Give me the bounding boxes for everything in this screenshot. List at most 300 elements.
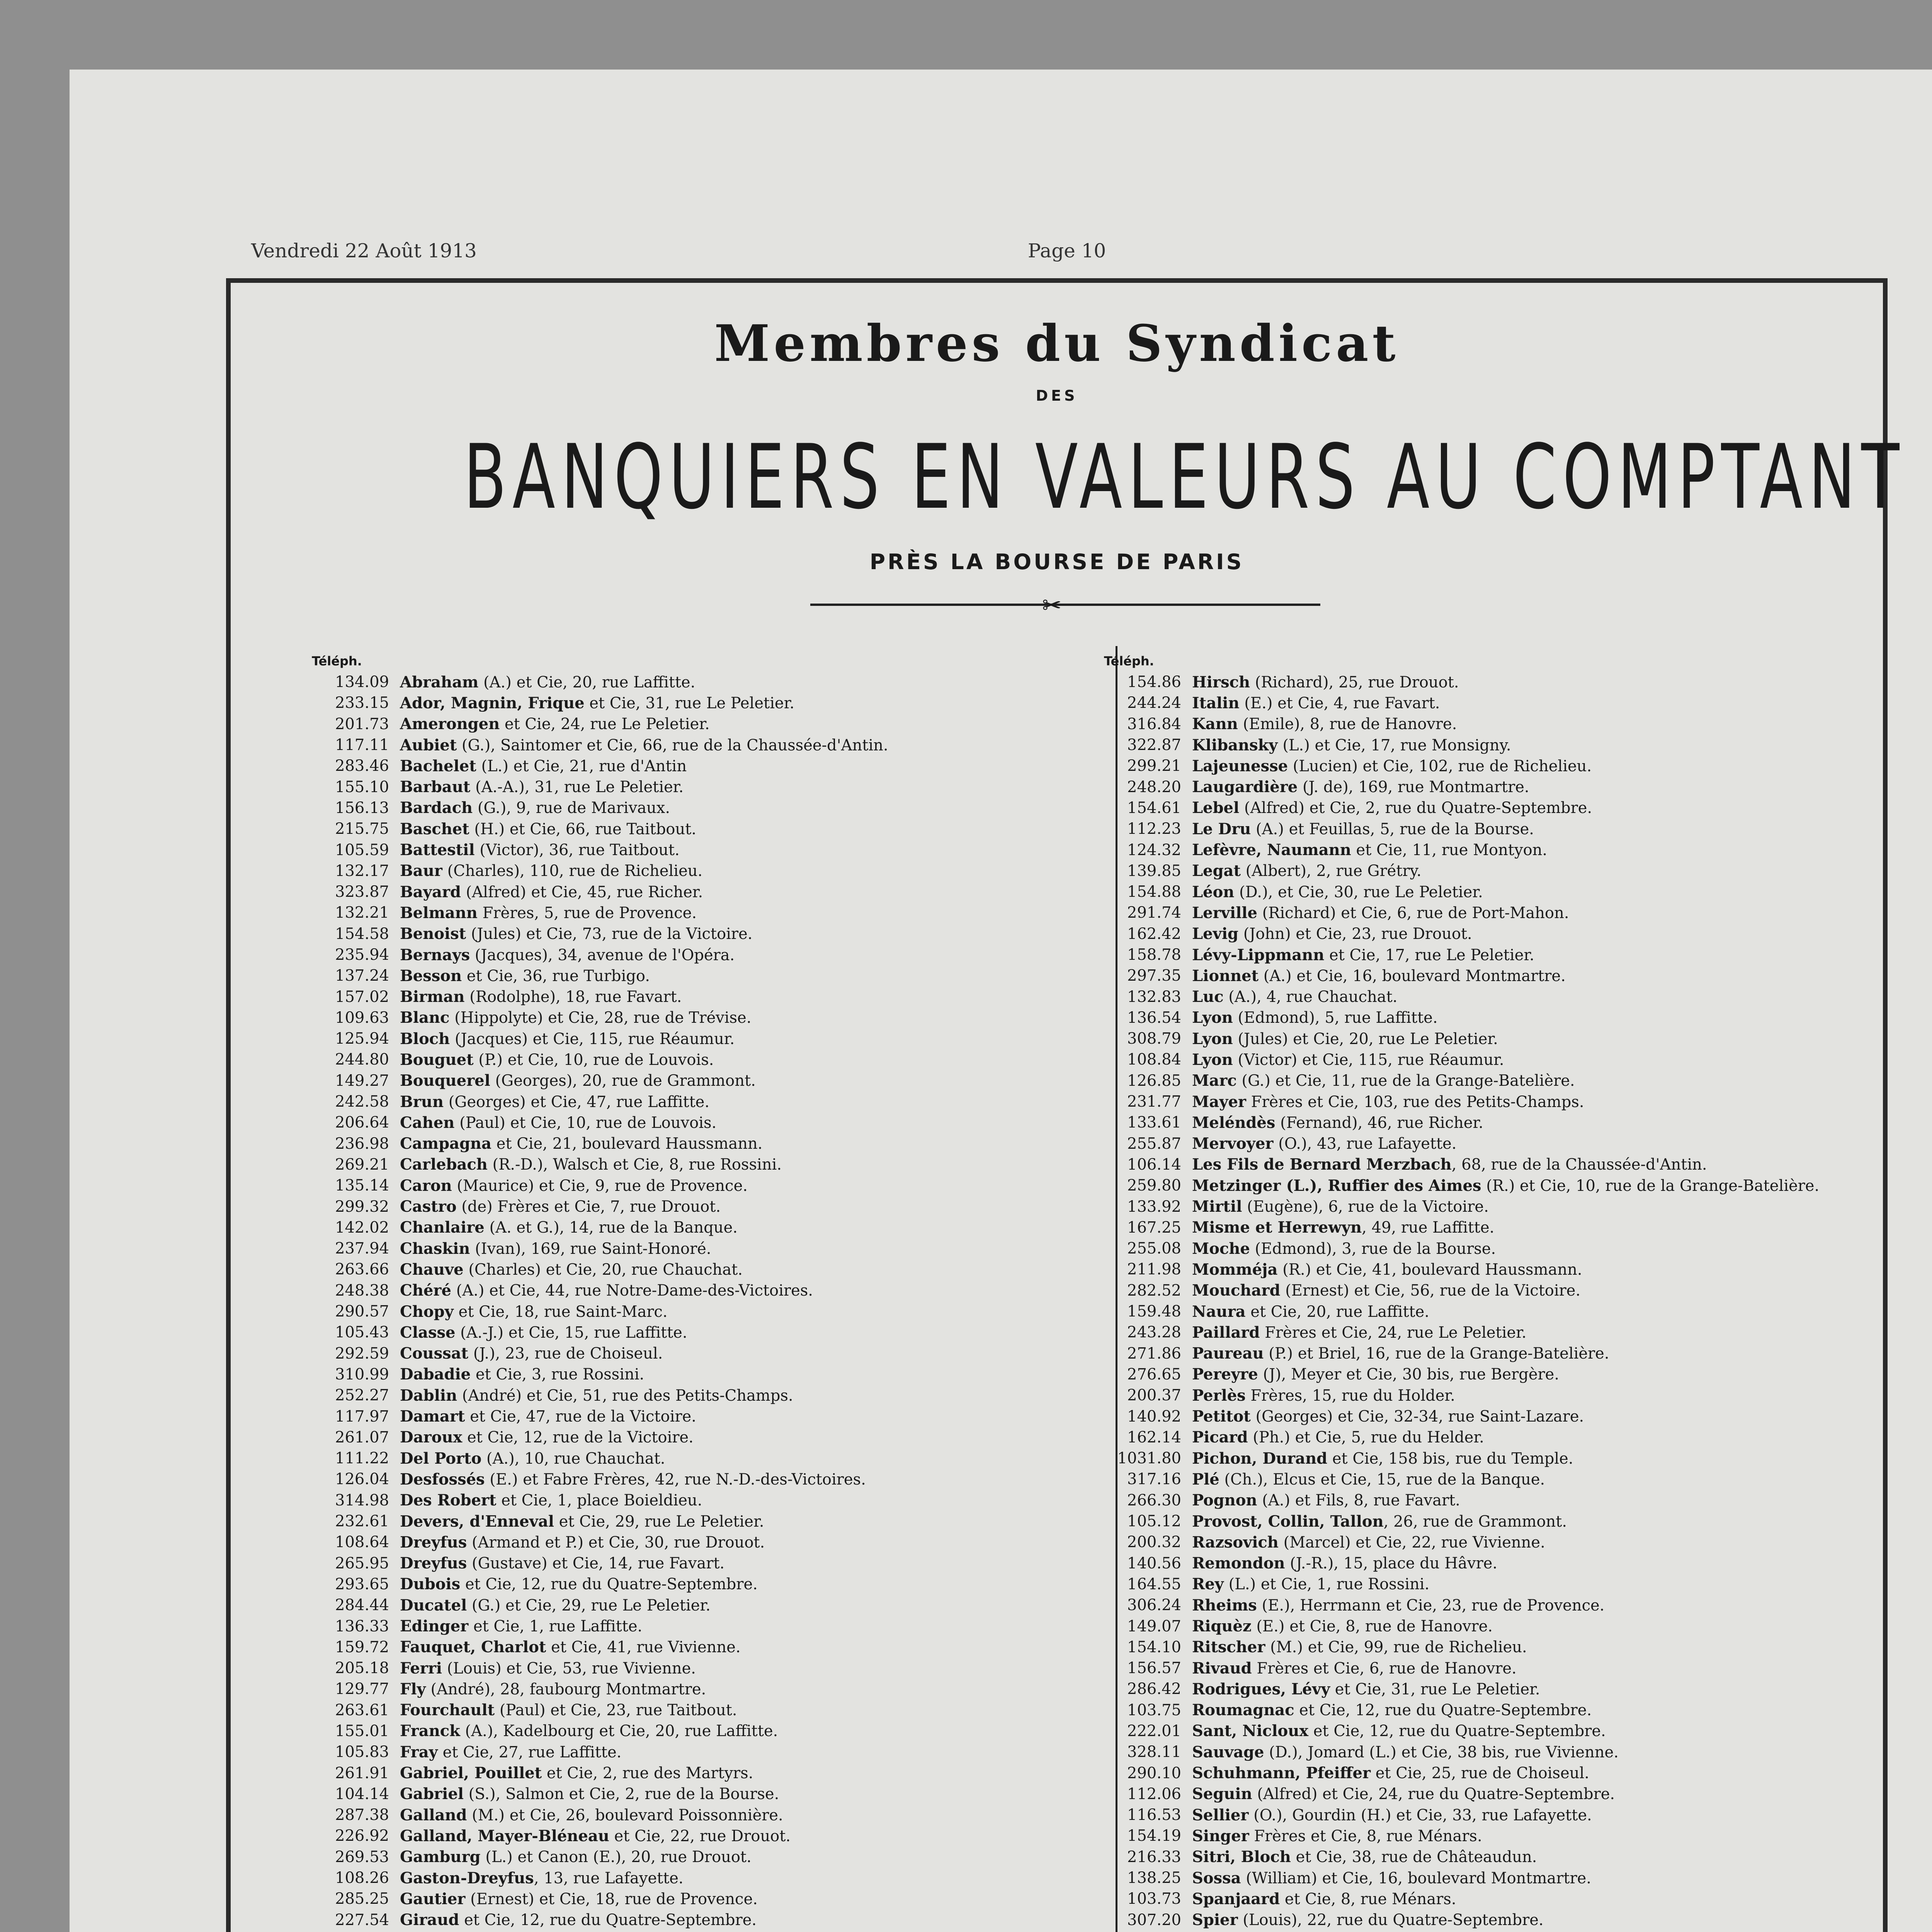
- member-name: Pognon: [1192, 1491, 1257, 1510]
- member-entry: [312, 1070, 1201, 1091]
- member-telephone: 283.46: [335, 757, 389, 775]
- member-telephone: 138.25: [1127, 1869, 1181, 1887]
- member-text: [1192, 925, 1472, 943]
- title-banquiers: BANQUIERS EN VALEURS AU COMPTANT: [463, 426, 1905, 529]
- member-telephone: 126.04: [335, 1470, 389, 1488]
- member-address: et Cie, 24, rue Le Peletier.: [500, 715, 710, 733]
- member-address: et Cie, 20, rue Laffitte.: [1245, 1303, 1429, 1321]
- member-telephone: 200.37: [1127, 1386, 1181, 1405]
- member-address: (J.-R.), 15, place du Hâvre.: [1285, 1554, 1498, 1573]
- member-entry: [1104, 1301, 1896, 1322]
- member-entry: [1104, 1742, 1896, 1762]
- member-text: [400, 1722, 778, 1740]
- member-text: [400, 736, 888, 754]
- member-name: Coussat: [400, 1344, 469, 1363]
- member-entry: [1104, 1658, 1896, 1679]
- member-address: et Cie, 38, rue de Châteaudun.: [1291, 1848, 1537, 1866]
- member-text: [1192, 1554, 1497, 1572]
- member-text: [400, 841, 680, 859]
- member-telephone: 263.61: [335, 1701, 389, 1719]
- member-entry: [1104, 923, 1896, 944]
- member-text: [400, 1659, 696, 1677]
- member-telephone: 297.35: [1127, 967, 1181, 985]
- member-name: Sossa: [1192, 1869, 1241, 1887]
- member-name: Dubois: [400, 1575, 461, 1594]
- member-name: Baur: [400, 862, 442, 880]
- member-entry: [312, 1742, 1201, 1762]
- member-telephone: 244.24: [1127, 694, 1181, 712]
- member-telephone: 139.85: [1127, 862, 1181, 880]
- member-entry: [312, 1804, 1201, 1825]
- member-name: Lyon: [1192, 1009, 1233, 1027]
- member-entry: [1104, 1028, 1896, 1049]
- member-text: [1192, 1260, 1582, 1279]
- member-name: Sellier: [1192, 1806, 1249, 1824]
- member-address: (Alfred) et Cie, 24, rue du Quatre-Septembre.: [1252, 1785, 1615, 1803]
- member-telephone: 261.07: [335, 1428, 389, 1446]
- member-text: [1192, 1303, 1429, 1321]
- member-text: [1192, 1512, 1567, 1531]
- member-telephone: 1031.80: [1117, 1449, 1181, 1468]
- member-entry: [312, 1616, 1201, 1636]
- member-text: [400, 715, 710, 733]
- member-address: (L.) et Cie, 21, rue d'Antin: [476, 757, 687, 775]
- member-address: (Georges), 20, rue de Grammont.: [490, 1072, 756, 1090]
- member-telephone: 125.94: [335, 1030, 389, 1048]
- member-name: Razsovich: [1192, 1533, 1279, 1551]
- member-telephone: 232.61: [335, 1512, 389, 1531]
- member-entry: [312, 1427, 1201, 1448]
- member-name: Mervoyer: [1192, 1134, 1274, 1153]
- member-name: Besson: [400, 966, 462, 985]
- member-entry: [312, 1217, 1201, 1238]
- member-text: [400, 1386, 793, 1405]
- member-entry: [1104, 1910, 1896, 1930]
- member-telephone: 162.14: [1127, 1428, 1181, 1446]
- member-address: (J), Meyer et Cie, 30 bis, rue Bergère.: [1258, 1366, 1560, 1384]
- member-text: [400, 1869, 684, 1887]
- members-list-left: [312, 672, 1201, 1932]
- member-entry: [1104, 1762, 1896, 1783]
- member-address: (A.) et Feuillas, 5, rue de la Bourse.: [1251, 820, 1534, 838]
- member-telephone: 154.58: [335, 925, 389, 943]
- member-address: et Cie, 29, rue Le Peletier.: [554, 1512, 764, 1531]
- member-name: Bernays: [400, 946, 470, 964]
- member-entry: [312, 1700, 1201, 1721]
- member-entry: [1104, 1217, 1896, 1238]
- member-entry: [1104, 1112, 1896, 1133]
- member-address: (Edmond), 5, rue Laffitte.: [1233, 1009, 1438, 1027]
- member-entry: [1104, 1238, 1896, 1259]
- member-text: [1192, 1533, 1545, 1551]
- member-telephone: 156.13: [335, 799, 389, 817]
- member-telephone: 231.77: [1127, 1093, 1181, 1111]
- member-text: [400, 1806, 783, 1824]
- member-entry: [1104, 1595, 1896, 1616]
- member-address: (Eugène), 6, rue de la Victoire.: [1242, 1198, 1489, 1216]
- member-telephone: 292.59: [335, 1344, 389, 1362]
- member-telephone: 164.55: [1127, 1575, 1181, 1593]
- member-address: et Cie, 3, rue Rossini.: [471, 1366, 645, 1384]
- member-address: Frères, 15, rue du Holder.: [1245, 1386, 1455, 1405]
- member-text: [1192, 736, 1511, 754]
- member-text: [400, 946, 735, 964]
- member-entry: [1104, 1259, 1896, 1280]
- member-name: Bouquerel: [400, 1071, 490, 1090]
- member-name: Galland, Mayer-Bléneau: [400, 1827, 609, 1845]
- member-address: (D.), Jomard (L.) et Cie, 38 bis, rue Vivienne.: [1264, 1743, 1619, 1761]
- member-address: (Jules) et Cie, 73, rue de la Victoire.: [466, 925, 753, 943]
- member-address: (G.) et Cie, 11, rue de la Grange-Batelière.: [1236, 1072, 1575, 1090]
- member-name: Sant, Nicloux: [1192, 1722, 1309, 1740]
- member-entry: [312, 923, 1201, 944]
- member-address: , 68, rue de la Chaussée-d'Antin.: [1451, 1156, 1707, 1174]
- member-telephone: 159.72: [335, 1638, 389, 1656]
- member-entry: [1104, 1490, 1896, 1511]
- member-name: Rivaud: [1192, 1659, 1252, 1677]
- member-address: (R.) et Cie, 10, rue de la Grange-Batelière.: [1481, 1177, 1820, 1195]
- member-telephone: 129.77: [335, 1680, 389, 1698]
- member-telephone: 133.92: [1127, 1197, 1181, 1216]
- member-address: et Cie, 36, rue Turbigo.: [462, 967, 650, 985]
- member-telephone: 248.20: [1127, 778, 1181, 796]
- member-entry: [312, 735, 1201, 755]
- member-address: (Alfred) et Cie, 45, rue Richer.: [461, 883, 703, 901]
- member-address: (P.) et Briel, 16, rue de la Grange-Batelière.: [1264, 1345, 1609, 1363]
- member-address: , 49, rue Laffitte.: [1362, 1219, 1495, 1237]
- member-name: Riquèz: [1192, 1617, 1252, 1635]
- member-address: (Lucien) et Cie, 102, rue de Richelieu.: [1288, 757, 1592, 775]
- member-address: et Cie, 11, rue Montyon.: [1351, 841, 1548, 859]
- member-entry: [1104, 1007, 1896, 1028]
- member-text: [1192, 1596, 1604, 1614]
- member-name: Abraham: [400, 673, 479, 691]
- member-telephone: 284.44: [335, 1596, 389, 1614]
- member-entry: [1104, 881, 1896, 902]
- member-telephone: 328.11: [1127, 1743, 1181, 1761]
- member-address: (O.), Gourdin (H.) et Cie, 33, rue Lafayette.: [1248, 1806, 1592, 1824]
- member-name: Brun: [400, 1092, 444, 1111]
- member-address: (A.), 10, rue Chauchat.: [481, 1449, 665, 1468]
- member-telephone: 132.21: [335, 904, 389, 922]
- member-telephone: 134.09: [335, 673, 389, 691]
- member-text: [400, 1365, 644, 1383]
- member-name: Pichon, Durand: [1192, 1449, 1328, 1468]
- member-name: Campagna: [400, 1134, 492, 1153]
- member-address: (Ernest) et Cie, 56, rue de la Victoire.: [1280, 1282, 1581, 1300]
- member-name: Chaskin: [400, 1239, 470, 1258]
- member-telephone: 308.79: [1127, 1030, 1181, 1048]
- member-telephone: 266.30: [1127, 1491, 1181, 1509]
- member-name: Misme et Herrewyn: [1192, 1218, 1362, 1237]
- member-entry: [312, 839, 1201, 860]
- member-name: Ador, Magnin, Frique: [400, 694, 585, 712]
- member-address: (A.) et Cie, 16, boulevard Montmartre.: [1259, 967, 1566, 985]
- member-text: [1192, 1240, 1496, 1258]
- member-text: [400, 1743, 621, 1761]
- member-telephone: 252.27: [335, 1386, 389, 1405]
- member-entry: [312, 1490, 1201, 1511]
- member-name: Roumagnac: [1192, 1701, 1294, 1719]
- member-telephone: 157.02: [335, 988, 389, 1006]
- member-address: Frères et Cie, 24, rue Le Peletier.: [1260, 1323, 1527, 1342]
- member-text: [400, 1701, 737, 1719]
- member-name: Rey: [1192, 1575, 1224, 1594]
- member-text: [400, 1009, 751, 1027]
- member-name: Mouchard: [1192, 1281, 1281, 1300]
- tel-header: Téléph.: [1104, 654, 1154, 668]
- member-entry: [1104, 1867, 1896, 1888]
- member-address: (Jules) et Cie, 20, rue Le Peletier.: [1233, 1030, 1498, 1048]
- member-name: Sitri, Bloch: [1192, 1848, 1291, 1866]
- member-entry: [312, 1091, 1201, 1112]
- member-telephone: 149.07: [1127, 1617, 1181, 1635]
- member-name: Lerville: [1192, 903, 1257, 922]
- member-name: Spier: [1192, 1911, 1238, 1929]
- member-telephone: 154.88: [1127, 883, 1181, 901]
- ornament-rule: [810, 604, 1320, 609]
- member-name: Caron: [400, 1176, 452, 1195]
- member-address: (D.), et Cie, 30, rue Le Peletier.: [1234, 883, 1483, 901]
- member-address: (Jacques), 34, avenue de l'Opéra.: [470, 946, 735, 964]
- member-text: [400, 1051, 714, 1069]
- member-address: (Georges) et Cie, 32-34, rue Saint-Lazare.: [1250, 1408, 1584, 1426]
- member-name: Petitot: [1192, 1407, 1251, 1426]
- member-telephone: 117.97: [335, 1407, 389, 1425]
- member-name: Schuhmann, Pfeiffer: [1192, 1764, 1371, 1782]
- member-text: [1192, 1155, 1707, 1173]
- member-address: (Victor), 36, rue Taitbout.: [474, 841, 680, 859]
- member-telephone: 290.10: [1127, 1764, 1181, 1782]
- member-text: [1192, 1009, 1438, 1027]
- member-address: (Georges) et Cie, 47, rue Laffitte.: [444, 1093, 710, 1111]
- member-name: Belmann: [400, 903, 478, 922]
- member-text: [1192, 778, 1529, 796]
- member-text: [400, 673, 695, 691]
- member-telephone: 293.65: [335, 1575, 389, 1593]
- member-telephone: 136.54: [1127, 1009, 1181, 1027]
- member-name: Battestil: [400, 841, 475, 859]
- member-text: [400, 1218, 738, 1236]
- member-name: Castro: [400, 1197, 457, 1216]
- member-entry: [1104, 986, 1896, 1007]
- member-entry: [312, 1847, 1201, 1867]
- member-entry: [312, 1343, 1201, 1364]
- member-address: (Ernest) et Cie, 18, rue de Provence.: [465, 1890, 758, 1908]
- member-entry: [312, 1448, 1201, 1469]
- member-text: [400, 1512, 764, 1531]
- member-entry: [1104, 1385, 1896, 1406]
- member-text: [1192, 862, 1422, 880]
- member-address: (Charles) et Cie, 20, rue Chauchat.: [463, 1260, 743, 1279]
- member-entry: [312, 1574, 1201, 1595]
- member-telephone: 310.99: [335, 1365, 389, 1383]
- member-name: Plé: [1192, 1470, 1219, 1488]
- member-telephone: 237.94: [335, 1240, 389, 1258]
- member-telephone: 126.85: [1127, 1071, 1181, 1090]
- member-name: Daroux: [400, 1428, 463, 1447]
- member-telephone: 132.17: [335, 862, 389, 880]
- member-entry: [312, 1364, 1201, 1385]
- member-address: (Louis) et Cie, 53, rue Vivienne.: [442, 1659, 696, 1677]
- member-entry: [1104, 1574, 1896, 1595]
- member-address: et Cie, 25, rue de Choiseul.: [1371, 1764, 1590, 1782]
- member-address: et Cie, 2, rue des Martyrs.: [542, 1764, 753, 1782]
- member-text: [1192, 820, 1534, 838]
- title-membres: Membres du Syndicat: [714, 314, 1400, 373]
- member-address: (E.) et Cie, 4, rue Favart.: [1239, 694, 1440, 712]
- member-name: Le Dru: [1192, 820, 1251, 838]
- member-entry: [312, 1175, 1201, 1196]
- member-telephone: 103.75: [1127, 1701, 1181, 1719]
- member-text: [400, 1638, 741, 1656]
- member-telephone: 269.53: [335, 1848, 389, 1866]
- member-text: [400, 1533, 765, 1551]
- member-text: [1192, 1114, 1483, 1132]
- member-telephone: 206.64: [335, 1114, 389, 1132]
- member-address: (André), 28, faubourg Montmartre.: [425, 1680, 706, 1698]
- member-name: Chéré: [400, 1281, 451, 1300]
- member-text: [400, 1575, 758, 1593]
- member-text: [1192, 1785, 1615, 1803]
- member-telephone: 236.98: [335, 1134, 389, 1153]
- member-name: Rodrigues, Lévy: [1192, 1680, 1330, 1698]
- member-name: Desfossés: [400, 1470, 485, 1488]
- member-text: [400, 1764, 753, 1782]
- member-entry: [1104, 1175, 1896, 1196]
- member-telephone: 155.01: [335, 1722, 389, 1740]
- member-name: Galland: [400, 1806, 467, 1824]
- member-name: Dreyfus: [400, 1554, 467, 1573]
- member-name: Paureau: [1192, 1344, 1264, 1363]
- member-telephone: 109.63: [335, 1009, 389, 1027]
- member-name: Singer: [1192, 1827, 1249, 1845]
- member-text: [1192, 1030, 1498, 1048]
- members-column-left: [312, 654, 1201, 1932]
- member-telephone: 105.12: [1127, 1512, 1181, 1531]
- member-telephone: 105.43: [335, 1323, 389, 1342]
- member-text: [400, 694, 794, 712]
- member-address: (A.) et Cie, 44, rue Notre-Dame-des-Victoires.: [451, 1282, 813, 1300]
- member-entry: [312, 1637, 1201, 1658]
- member-text: [400, 1596, 711, 1614]
- member-text: [400, 904, 697, 922]
- member-telephone: 137.24: [335, 967, 389, 985]
- member-text: [1192, 1764, 1589, 1782]
- member-text: [400, 1030, 735, 1048]
- member-name: Franck: [400, 1722, 460, 1740]
- member-address: (Albert), 2, rue Grétry.: [1240, 862, 1422, 880]
- member-entry: [312, 714, 1201, 735]
- member-entry: [1104, 1154, 1896, 1175]
- member-text: [400, 967, 650, 985]
- member-name: Gautier: [400, 1889, 466, 1908]
- member-text: [400, 925, 752, 943]
- member-text: [400, 1197, 721, 1216]
- member-telephone: 108.84: [1127, 1051, 1181, 1069]
- member-text: [1192, 1911, 1544, 1929]
- member-telephone: 282.52: [1127, 1281, 1181, 1299]
- member-telephone: 154.10: [1127, 1638, 1181, 1656]
- member-telephone: 211.98: [1127, 1260, 1181, 1279]
- member-entry: [312, 1888, 1201, 1909]
- member-entry: [1104, 965, 1896, 986]
- member-entry: [1104, 1469, 1896, 1490]
- member-name: Fourchault: [400, 1701, 495, 1719]
- member-address: (de) Frères et Cie, 7, rue Drouot.: [456, 1198, 721, 1216]
- member-entry: [312, 1825, 1201, 1846]
- member-telephone: 142.02: [335, 1218, 389, 1236]
- member-address: (R.) et Cie, 41, boulevard Haussmann.: [1277, 1260, 1582, 1279]
- member-entry: [312, 1322, 1201, 1343]
- member-text: [1192, 1470, 1545, 1488]
- member-text: [1192, 1177, 1819, 1195]
- member-name: Spanjaard: [1192, 1889, 1280, 1908]
- member-name: Bayard: [400, 883, 461, 901]
- member-telephone: 255.87: [1127, 1134, 1181, 1153]
- member-telephone: 106.14: [1127, 1155, 1181, 1173]
- member-entry: [1104, 798, 1896, 818]
- member-entry: [1104, 1700, 1896, 1721]
- member-telephone: 233.15: [335, 694, 389, 712]
- member-address: Frères, 5, rue de Provence.: [477, 904, 697, 922]
- member-name: Ducatel: [400, 1596, 467, 1614]
- member-telephone: 154.19: [1127, 1827, 1181, 1845]
- member-address: et Cie, 27, rue Laffitte.: [437, 1743, 622, 1761]
- member-address: (S.), Salmon et Cie, 2, rue de la Bourse.: [463, 1785, 779, 1803]
- member-address: (J.), 23, rue de Choiseul.: [468, 1345, 663, 1363]
- member-text: [1192, 883, 1483, 901]
- member-entry: [1104, 692, 1896, 713]
- member-name: Dabadie: [400, 1365, 471, 1384]
- member-telephone: 307.20: [1127, 1911, 1181, 1929]
- member-text: [400, 988, 682, 1006]
- member-text: [400, 862, 702, 880]
- member-text: [1192, 1428, 1484, 1446]
- member-text: [1192, 1617, 1493, 1635]
- member-address: (Fernand), 46, rue Richer.: [1275, 1114, 1483, 1132]
- member-text: [1192, 1491, 1460, 1509]
- member-telephone: 136.33: [335, 1617, 389, 1635]
- member-text: [400, 1281, 813, 1299]
- member-name: Bardach: [400, 799, 473, 817]
- member-entry: [312, 1028, 1201, 1049]
- advertisement-frame: [226, 278, 1905, 1932]
- member-name: Dreyfus: [400, 1533, 467, 1551]
- member-text: [1192, 1659, 1517, 1677]
- member-text: [1192, 1197, 1489, 1216]
- member-address: (Louis), 22, rue du Quatre-Septembre.: [1238, 1911, 1544, 1929]
- member-entry: [1104, 1637, 1896, 1658]
- members-list-right: [1104, 672, 1896, 1932]
- member-telephone: 158.78: [1127, 946, 1181, 964]
- member-text: [1192, 673, 1459, 691]
- member-name: Chauve: [400, 1260, 464, 1279]
- member-entry: [1104, 1679, 1896, 1699]
- member-entry: [312, 1196, 1201, 1217]
- member-telephone: 112.06: [1127, 1785, 1181, 1803]
- member-name: Les Fils de Bernard Merzbach: [1192, 1155, 1452, 1174]
- member-telephone: 242.58: [335, 1093, 389, 1111]
- member-telephone: 103.73: [1127, 1890, 1181, 1908]
- member-entry: [312, 1658, 1201, 1679]
- title-des: DES: [1036, 387, 1078, 404]
- member-name: Ferri: [400, 1659, 442, 1677]
- member-entry: [1104, 1406, 1896, 1427]
- member-telephone: 154.86: [1127, 673, 1181, 691]
- member-name: Seguin: [1192, 1785, 1252, 1803]
- member-entry: [1104, 776, 1896, 797]
